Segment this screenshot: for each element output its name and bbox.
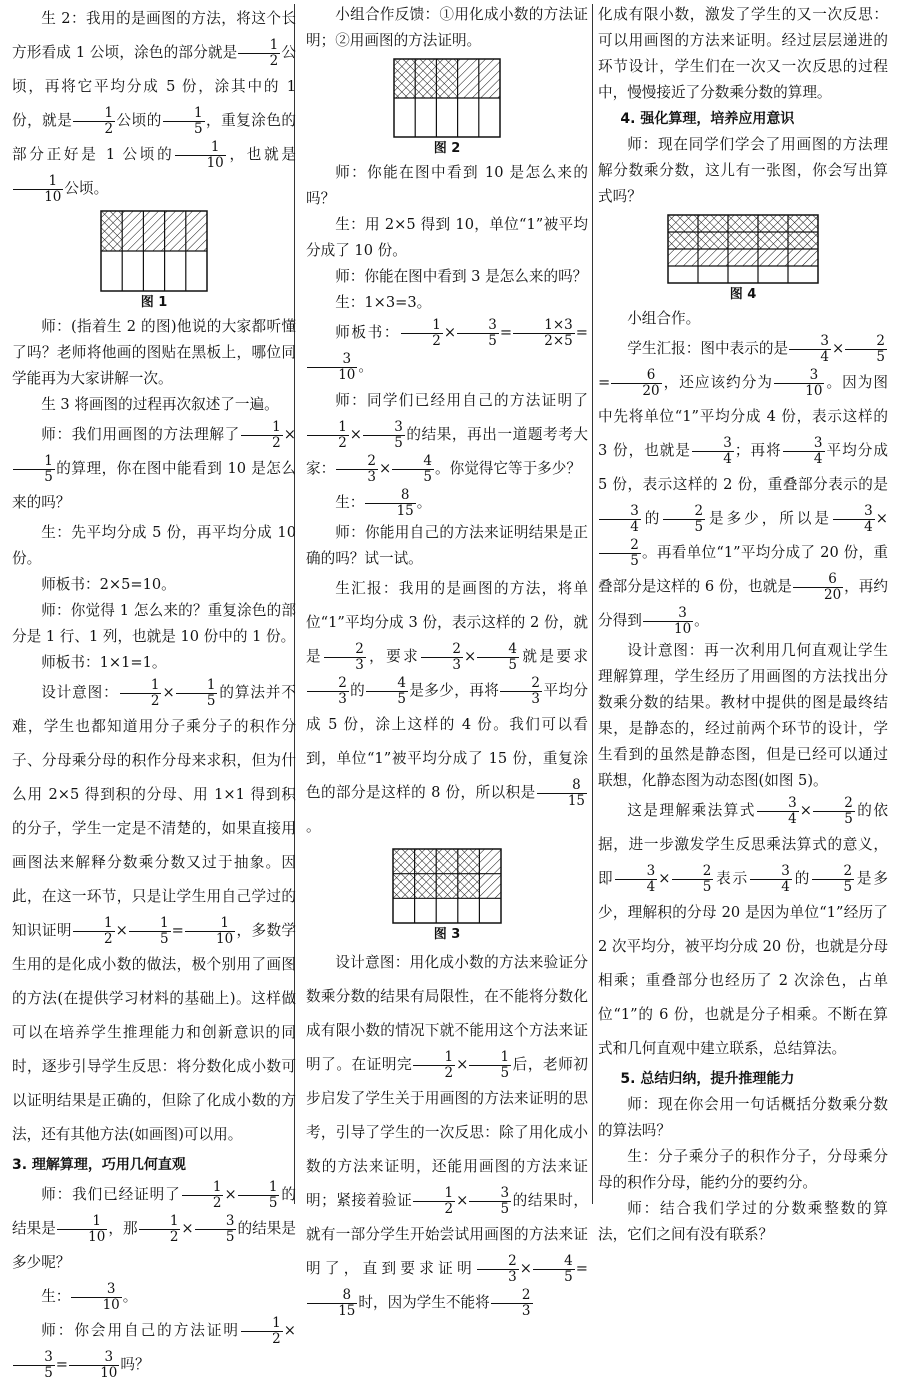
- fraction-3-5: $\frac{3}{5}$: [457, 318, 499, 347]
- figure-caption: 图 1: [140, 295, 168, 310]
- fraction-4-5: $\frac{4}{5}$: [392, 454, 434, 483]
- text: 生：: [335, 494, 365, 511]
- equals-sign: =: [575, 1260, 588, 1277]
- fraction-3-4: $\frac{3}{4}$: [757, 796, 799, 825]
- column-1: [12, 2, 296, 1382]
- text: 就是要求: [519, 648, 588, 665]
- fraction-3-10: $\frac{3}{10}$: [71, 1282, 121, 1311]
- paragraph: 设计意图：再一次利用几何直观让学生理解算理，学生经历了用画图的方法找出分数乘分数的结果。教材中提供的图是最终结果，是静态的，经过前两个环节的设计，学生看到的虽然是静态图，但是已经可以通过联想，化静态图为动态图(如图 5)。: [598, 642, 888, 789]
- figure-caption: 图 3: [433, 927, 461, 942]
- text: 的结果是多少呢？: [12, 1220, 296, 1271]
- fraction-1-2: $\frac{1}{2}$: [73, 916, 115, 945]
- text: 的结果时，就有一部分学生开始尝试用画图的方法来证明了，直到要求证明: [306, 1192, 588, 1277]
- fraction-3-10: $\frac{3}{10}$: [643, 606, 693, 635]
- paragraph: 生：用 2×5 得到 10，单位“1”被平均分成了 10 份。: [306, 216, 588, 259]
- times-sign: ×: [115, 922, 128, 939]
- paragraph: 师：你能在图中看到 3 是怎么来的吗？: [335, 268, 588, 285]
- fraction-2-3: $\frac{2}{3}$: [324, 642, 366, 671]
- text: 师：你会用自己的方法证明: [41, 1322, 240, 1339]
- fraction-1-5: $\frac{1}{5}$: [469, 1050, 511, 1079]
- text: 这是理解乘法算式: [627, 802, 756, 819]
- paragraph: 学生汇报：图中表示的是 $\frac{3}{4}$ × $\frac{2}{5}$ = $\frac{6}{20}$ ，还应该约分为 $\frac{3}{10}$ 。因为图中先将单位“1”平均分成 4 份，表示这样的 3 份，也就是 $\frac{3}{4}$ ；再将 $\frac{3}{4}$ 平均分成 5 份，表示这样的 2 份，重叠部分表示的是 $\frac{3}{4}$ 的 $\frac{2}{5}$ 是多少，所以是 $\frac{3}{4}$ × $\frac{2}{5}$ 。再看单位“1”平均分成了 20 份，重叠部分是这样的 6 份，也就是 $\frac{6}{20}$ ，再约分得到 $\frac{3}{10}$ 。: [598, 333, 888, 637]
- fraction-8-15: $\frac{8}{15}$: [365, 488, 415, 517]
- figure-3: [306, 848, 588, 946]
- fraction-3-4: $\frac{3}{4}$: [789, 334, 831, 363]
- text: 吗？: [120, 1356, 150, 1373]
- text: 师：我们用画图的方法理解了: [41, 426, 240, 443]
- paragraph: [12, 418, 296, 520]
- text: ，再约分得到: [598, 578, 888, 629]
- text: 的: [641, 510, 663, 527]
- fraction-1-5: $\frac{1}{5}$: [238, 1180, 280, 1209]
- section-heading: 3. 理解算理，巧用几何直观: [12, 1157, 186, 1173]
- figure-3-grid: [392, 848, 502, 924]
- figure-4-grid: [667, 214, 819, 284]
- fraction-8-15: $\frac{8}{15}$: [307, 1288, 357, 1317]
- paragraph: 师：你能用自己的方法来证明结果是正确的吗？试一试。: [306, 524, 588, 567]
- times-sign: ×: [283, 426, 296, 443]
- text: 是多少，再将: [408, 682, 500, 699]
- equals-sign: =: [171, 922, 184, 939]
- fraction-2-5: $\frac{2}{5}$: [845, 334, 887, 363]
- fraction-1-2: $\frac{1}{2}$: [73, 106, 115, 135]
- text: 平均分成 5 份，表示这样的 2 份，重叠部分表示的是: [598, 442, 888, 493]
- fraction-2-3: $\frac{2}{3}$: [491, 1288, 533, 1317]
- paragraph: [12, 1314, 296, 1382]
- fraction-1-10: $\frac{1}{10}$: [175, 140, 225, 169]
- text: ，要求: [366, 648, 421, 665]
- fraction-6-20: $\frac{6}{20}$: [611, 368, 661, 397]
- fraction-1-2: $\frac{1}{2}$: [139, 1214, 181, 1243]
- fraction-blackboard: $\frac{1\times 3}{2\times 5}$: [513, 318, 575, 347]
- fraction-1-2: $\frac{1}{2}$: [238, 38, 280, 67]
- times-sign: ×: [875, 510, 888, 527]
- times-sign: ×: [456, 1192, 469, 1209]
- figure-caption: 图 4: [729, 287, 757, 302]
- fraction-8-15: $\frac{8}{15}$: [537, 778, 587, 807]
- fraction-3-4: $\frac{3}{4}$: [599, 504, 641, 533]
- paragraph: 小组合作。: [627, 310, 701, 327]
- paragraph: 生：1×3=3。: [335, 294, 432, 311]
- paragraph: 生 3 将画图的过程再次叙述了一遍。: [41, 396, 279, 413]
- times-sign: ×: [443, 324, 457, 341]
- column-2: [306, 2, 588, 1320]
- text: 是多少，所以是: [706, 510, 832, 527]
- paragraph: 师：(指着生 2 的图)他说的大家都听懂了吗？老师将他画的图贴在黑板上，哪位同学能再为大家讲解一次。: [12, 318, 296, 387]
- text: 学生汇报：图中表示的是: [627, 340, 789, 357]
- text: 生汇报：我用的是画图的方法，将单位“1”平均分成 3 份，表示这样的 2 份，就是: [306, 580, 588, 665]
- equals-sign: =: [575, 324, 588, 341]
- text: 是多少，理解积的分母 20 是因为单位“1”经历了 2 次平均分，被平均分成 20 份，也就是分母相乘；重叠部分也经历了 2 次涂色，占单位“1”的 6 份，也就是分子相乘。不断在算式和几何直观中建立联系，总结算法。: [598, 870, 888, 1057]
- paragraph: [12, 1178, 296, 1280]
- paragraph: 师板书： $\frac{1}{2}$ × $\frac{3}{5}$ = $\frac{1\times 3}{2\times 5}$ = $\frac{3}{10}$ 。: [306, 316, 588, 384]
- paragraph: [306, 946, 588, 1320]
- paragraph: 师：现在同学们学会了用画图的方法理解分数乘分数，这儿有一张图，你会写出算式吗？: [598, 136, 888, 205]
- fraction-1-5: $\frac{1}{5}$: [13, 454, 55, 483]
- text: 时，因为学生不能将: [358, 1294, 490, 1311]
- fraction-2-5: $\frac{2}{5}$: [672, 864, 714, 893]
- fraction-2-3: $\frac{2}{3}$: [500, 676, 542, 705]
- times-sign: ×: [831, 340, 845, 357]
- section-heading: 5. 总结归纳，提升推理能力: [620, 1071, 795, 1087]
- text: 生 2：我用的是画图的方法，将这个长方形看成 1 公顷，涂色的部分就是: [12, 10, 296, 61]
- figure-4: [598, 214, 888, 306]
- fraction-3-5: $\frac{3}{5}$: [13, 1350, 55, 1379]
- text: 师：我们已经证明了: [41, 1186, 181, 1203]
- equals-sign: =: [55, 1356, 69, 1373]
- fraction-3-5: $\frac{3}{5}$: [469, 1186, 511, 1215]
- fraction-2-5: $\frac{2}{5}$: [663, 504, 705, 533]
- paragraph: 生： $\frac{3}{10}$ 。: [41, 1281, 138, 1313]
- fraction-2-3: $\frac{2}{3}$: [307, 676, 349, 705]
- figure-caption: 图 2: [433, 141, 461, 156]
- text: ，重复涂色的部分正好是 1 公顷的: [12, 112, 296, 163]
- text: 师：同学们已经用自己的方法证明了: [335, 392, 588, 409]
- times-sign: ×: [519, 1260, 532, 1277]
- text: 生：: [41, 1288, 71, 1305]
- paragraph: 生：先平均分成 5 份，再平均分成 10 份。: [12, 524, 296, 567]
- text: 公顷。: [64, 180, 109, 197]
- text: 设计意图：用化成小数的方法来验证分数乘分数的结果有局限性，在不能将分数化成有限小数的情况下就不能用这个方法来证明了。在证明完: [306, 954, 588, 1073]
- paragraph: 师：结合我们学过的分数乘整数的算法，它们之间有没有联系？: [598, 1200, 888, 1243]
- paragraph: [598, 794, 888, 1066]
- times-sign: ×: [658, 870, 671, 887]
- times-sign: ×: [799, 802, 812, 819]
- times-sign: ×: [378, 460, 392, 477]
- fraction-3-10: $\frac{3}{10}$: [69, 1350, 119, 1379]
- fraction-2-3: $\frac{2}{3}$: [336, 454, 378, 483]
- fraction-1-10: $\frac{1}{10}$: [13, 174, 63, 203]
- fraction-3-5: $\frac{3}{5}$: [195, 1214, 237, 1243]
- fraction-3-4: $\frac{3}{4}$: [615, 864, 657, 893]
- fraction-3-10: $\frac{3}{10}$: [774, 368, 824, 397]
- fraction-3-4: $\frac{3}{4}$: [692, 436, 734, 465]
- fraction-3-4: $\frac{3}{4}$: [783, 436, 825, 465]
- fraction-1-10: $\frac{1}{10}$: [185, 916, 235, 945]
- text: 的: [349, 682, 366, 699]
- text: 设计意图：: [41, 684, 119, 701]
- fraction-3-5: $\frac{3}{5}$: [363, 420, 405, 449]
- fraction-1-2: $\frac{1}{2}$: [307, 420, 349, 449]
- fraction-3-4: $\frac{3}{4}$: [750, 864, 792, 893]
- fraction-4-5: $\frac{4}{5}$: [366, 676, 408, 705]
- fraction-2-5: $\frac{2}{5}$: [812, 864, 854, 893]
- text: ，也就是: [226, 146, 296, 163]
- equals-sign: =: [598, 374, 611, 391]
- text: 。因为图中先将单位“1”平均分成 4 份，表示这样的 3 份，也就是: [598, 374, 888, 459]
- figure-1-grid: [100, 210, 208, 292]
- fraction-1-2: $\frac{1}{2}$: [413, 1186, 455, 1215]
- section-heading: 4. 强化算理，培养应用意识: [620, 111, 795, 127]
- paragraph: 师：你能在图中看到 10 是怎么来的吗？: [306, 164, 588, 207]
- figure-2: [306, 58, 588, 160]
- paragraph: [12, 676, 296, 1152]
- fraction-2-5: $\frac{2}{5}$: [813, 796, 855, 825]
- text: 的结果是: [12, 1186, 296, 1237]
- text: 的算法并不难，学生也都知道用分子乘分子的积作分子、分母乘分母的积作分母来求积，但为什么用 2×5 得到积的分母、用 1×1 得到积的分子，学生一定是不清楚的，如果直接用画图法来解释分数乘分数又过于抽象。因此，在这一环节，只是让学生用自己学过的知识证明: [12, 684, 296, 939]
- figure-2-grid: [393, 58, 501, 138]
- fraction-4-5: $\frac{4}{5}$: [477, 642, 519, 671]
- fraction-1-5: $\frac{1}{5}$: [163, 106, 205, 135]
- equals-sign: =: [499, 324, 513, 341]
- fraction-3-10: $\frac{3}{10}$: [307, 352, 357, 381]
- times-sign: ×: [349, 426, 363, 443]
- fraction-6-20: $\frac{6}{20}$: [793, 572, 843, 601]
- times-sign: ×: [463, 648, 477, 665]
- text: 公顷的: [116, 112, 162, 129]
- paragraph: 化成有限小数，激发了学生的又一次反思：可以用画图的方法来证明。经过层层递进的环节设计，学生们在一次又一次反思的过程中，慢慢接近了分数乘分数的算理。: [598, 6, 888, 101]
- fraction-2-3: $\frac{2}{3}$: [421, 642, 463, 671]
- text: ，多数学生用的是化成小数的做法，极个别用了画图的方法(在提供学习材料的基础上)。这样做可以在培养学生推理能力和创新意识的同时，逐步引导学生反思：将分数化成小数可以证明结果是正确的，但除了化成小数的方法，还有其他方法(如画图)可以用。: [12, 922, 296, 1143]
- fraction-1-2: $\frac{1}{2}$: [241, 420, 283, 449]
- times-sign: ×: [283, 1322, 296, 1339]
- fraction-1-5: $\frac{1}{5}$: [129, 916, 171, 945]
- fraction-1-2: $\frac{1}{2}$: [120, 678, 162, 707]
- paragraph: [306, 384, 588, 486]
- text: 公顷，再将它平均分成 5 份，涂其中的 1 份，就是: [12, 44, 296, 129]
- paragraph: 生： $\frac{8}{15}$ 。: [335, 487, 432, 519]
- paragraph: 生：分子乘分子的积作分子，分母乘分母的积作分母，能约分的要约分。: [598, 1148, 888, 1191]
- paragraph: 师板书：2×5=10。: [41, 576, 176, 593]
- fraction-1-10: $\frac{1}{10}$: [57, 1214, 107, 1243]
- fraction-1-2: $\frac{1}{2}$: [413, 1050, 455, 1079]
- text: 师板书：: [335, 324, 401, 341]
- text: 后，老师初步启发了学生关于用画图的方法来证明的思考，引导了学生的一次反思：除了用化成小数的方法来证明，还能用画图的方法来证明；紧接着验证: [306, 1056, 588, 1209]
- column-divider-2: [592, 4, 593, 1204]
- text: ，那: [108, 1220, 138, 1237]
- fraction-1-2: $\frac{1}{2}$: [241, 1316, 283, 1345]
- text: ，还应该约分为: [662, 374, 774, 391]
- text: 表示: [714, 870, 750, 887]
- fraction-2-3: $\frac{2}{3}$: [477, 1254, 519, 1283]
- text: ；再将: [734, 442, 782, 459]
- paragraph: 师板书：1×1=1。: [41, 654, 167, 671]
- figure-1: [12, 210, 296, 314]
- text: 的结果，再出一道题考考大家：: [306, 426, 588, 477]
- text: 的依据，进一步激发学生反思乘法算式的意义，即: [598, 802, 888, 887]
- paragraph: 生汇报：我用的是画图的方法，将单位“1”平均分成 3 份，表示这样的 2 份，就是 $\frac{2}{3}$ ，要求 $\frac{2}{3}$ × $\frac{4}{5}$ 就是要求 $\frac{2}{3}$ 的 $\frac{4}{5}$ 是多少，再将 $\frac{2}{3}$ 平均分成 5 份，涂上这样的 4 份。我们可以看到，单位“1”被平均分成了 15 份，重复涂色的部分是这样的 8 份，所以积是 $\frac{8}{15}$ 。: [306, 580, 588, 835]
- paragraph: 师：现在你会用一句话概括分数乘分数的算法吗？: [598, 1096, 888, 1139]
- column-3: [598, 2, 888, 1248]
- times-sign: ×: [181, 1220, 194, 1237]
- text: 的算理，你在图中能看到 10 是怎么来的吗？: [12, 460, 296, 511]
- text: 。你觉得它等于多少？: [435, 460, 581, 477]
- times-sign: ×: [162, 684, 175, 701]
- times-sign: ×: [224, 1186, 237, 1203]
- paragraph: 师：你觉得 1 怎么来的？重复涂色的部分是 1 行、1 列，也就是 10 份中的 1 份。: [12, 602, 296, 645]
- fraction-1-5: $\frac{1}{5}$: [176, 678, 218, 707]
- fraction-3-4: $\frac{3}{4}$: [833, 504, 875, 533]
- paragraph: 小组合作反馈：①用化成小数的方法证明；②用画图的方法证明。: [306, 6, 588, 49]
- fraction-2-5: $\frac{2}{5}$: [599, 538, 641, 567]
- paragraph: [12, 2, 296, 206]
- fraction-1-2: $\frac{1}{2}$: [401, 318, 443, 347]
- times-sign: ×: [456, 1056, 469, 1073]
- fraction-4-5: $\frac{4}{5}$: [533, 1254, 575, 1283]
- text: 。再看单位“1”平均分成了 20 份，重叠部分是这样的 6 份，也就是: [598, 544, 888, 595]
- text: 的: [792, 870, 812, 887]
- text: 平均分成 5 份，涂上这样的 4 份。我们可以看到，单位“1”被平均分成了 15 份，重复涂色的部分是这样的 8 份，所以积是: [306, 682, 588, 801]
- fraction-1-2: $\frac{1}{2}$: [182, 1180, 224, 1209]
